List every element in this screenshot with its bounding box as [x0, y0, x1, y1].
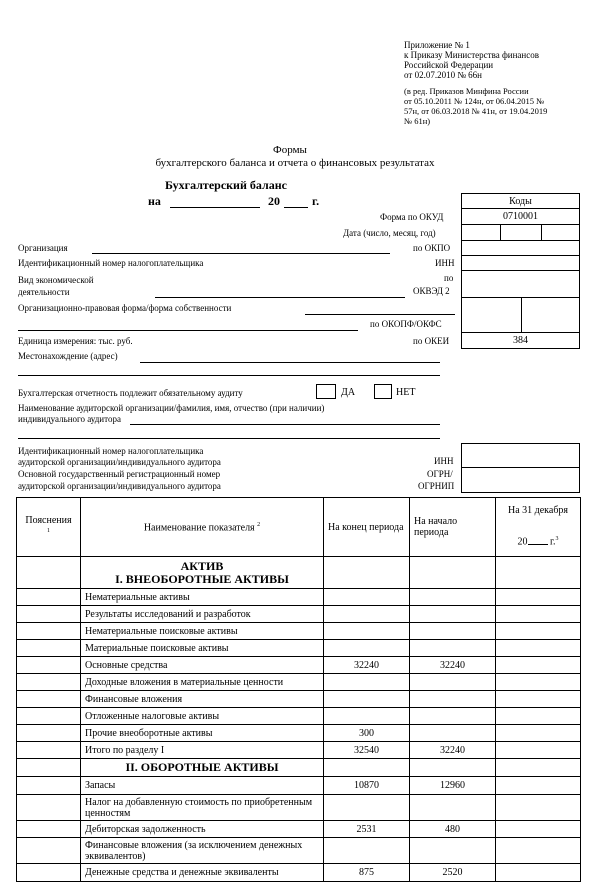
auditor-inn-code: ИНН [434, 456, 454, 466]
okei-label: по ОКЕИ [413, 336, 450, 346]
start-period-cell [410, 795, 496, 821]
auditor-name-label-1: Наименование аудиторской организации/фамилия, имя, отчество (при наличии) [18, 403, 325, 413]
dec31-cell [496, 623, 581, 640]
audit-yes-checkbox[interactable] [316, 384, 336, 399]
start-period-cell [410, 589, 496, 606]
dec31-cell [496, 725, 581, 742]
start-period-cell: 480 [410, 821, 496, 838]
end-period-cell: 32240 [324, 657, 410, 674]
on-label: на [148, 194, 161, 208]
section-2-row [17, 759, 581, 777]
indicator-name-cell: Финансовые вложения [81, 691, 324, 708]
indicator-name-cell: Результаты исследований и разработок [81, 606, 324, 623]
notes-cell [17, 742, 81, 759]
auditor-ogrn-code-2: ОГРНИП [418, 481, 455, 491]
table-header-row [17, 498, 581, 557]
okfs-box [521, 297, 580, 333]
codes-header: Коды [461, 193, 580, 209]
section-asset-title: АКТИВ I. ВНЕОБОРОТНЫЕ АКТИВЫ [81, 557, 324, 589]
notes-cell [17, 864, 81, 882]
date-month-box [500, 224, 542, 241]
indicator-name-cell: Отложенные налоговые активы [81, 708, 324, 725]
start-period-cell [410, 708, 496, 725]
dec31-cell [496, 838, 581, 864]
edit-note: (в ред. Приказов Минфина России [404, 86, 529, 96]
start-period-cell: 32240 [410, 657, 496, 674]
end-period-cell [324, 838, 410, 864]
appendix-line: к Приказу Министерства финансов [404, 50, 539, 60]
indicator-name-cell: Основные средства [81, 657, 324, 674]
dec31-cell [496, 742, 581, 759]
notes-cell [17, 708, 81, 725]
edit-note: от 05.10.2011 № 124н, от 06.04.2015 № [404, 96, 545, 106]
auditor-ogrn-label-2: аудиторской организации/индивидуального аудитора [18, 481, 221, 491]
balance-table [16, 497, 581, 882]
start-period-cell [410, 725, 496, 742]
date-label: Дата (число, месяц, год) [343, 228, 436, 238]
okopf-label: по ОКОПФ/ОКФС [370, 319, 442, 329]
forms-title: Формы [273, 144, 307, 156]
table-row [17, 864, 581, 882]
section-2-title: II. ОБОРОТНЫЕ АКТИВЫ [81, 759, 324, 777]
okpo-box [461, 240, 580, 256]
auditor-name-line [130, 424, 440, 425]
appendix-line: Приложение № 1 [404, 40, 470, 50]
dec31-cell [496, 589, 581, 606]
end-period-cell [324, 708, 410, 725]
dec31-cell [496, 657, 581, 674]
auditor-name-label-2: индивидуального аудитора [18, 414, 121, 424]
appendix-block [404, 40, 547, 126]
notes-cell [17, 640, 81, 657]
start-period-cell [410, 640, 496, 657]
notes-cell [17, 657, 81, 674]
dec31-cell [496, 640, 581, 657]
notes-cell [17, 777, 81, 795]
table-row [17, 640, 581, 657]
dec31-cell [496, 821, 581, 838]
auditor-inn-label-1: Идентификационный номер налогоплательщика [18, 446, 204, 456]
end-period-cell: 875 [324, 864, 410, 882]
inn-label: ИНН [435, 258, 455, 268]
start-period-cell: 2520 [410, 864, 496, 882]
start-period-cell [410, 623, 496, 640]
table-row [17, 691, 581, 708]
date-line [170, 207, 260, 208]
audit-no-label: НЕТ [396, 387, 416, 398]
table-row [17, 777, 581, 795]
table-row [17, 623, 581, 640]
indicator-name-cell: Материальные поисковые активы [81, 640, 324, 657]
inn-box [461, 255, 580, 271]
legal-form-line [18, 330, 358, 331]
notes-cell [17, 623, 81, 640]
okei-value: 384 [461, 332, 580, 349]
col-dec-header: На 31 декабря 20 г.$^3$ [496, 498, 581, 557]
dec31-cell [496, 795, 581, 821]
audit-subject: Бухгалтерская отчетность подлежит обязательному аудиту [18, 388, 243, 398]
year-line [284, 207, 308, 208]
end-period-cell [324, 795, 410, 821]
table-row [17, 742, 581, 759]
org-label: Организация [18, 243, 68, 253]
dec31-cell [496, 864, 581, 882]
indicator-name-cell: Итого по разделу I [81, 742, 324, 759]
table-row [17, 725, 581, 742]
location-line-2 [18, 375, 440, 376]
indicator-name-cell: Финансовые вложения (за исключением денежных эквивалентов) [81, 838, 324, 864]
dec31-cell [496, 606, 581, 623]
end-period-cell [324, 674, 410, 691]
indicator-name-cell: Доходные вложения в материальные ценности [81, 674, 324, 691]
col-name-header: Наименование показателя $^2$ [81, 498, 324, 557]
okpo-label: по ОКПО [413, 243, 451, 253]
auditor-inn-box [461, 443, 580, 468]
forms-subtitle: бухгалтерского баланса и отчета о финансовых результатах [155, 157, 435, 169]
edit-note: 57н, от 06.03.2018 № 41н, от 19.04.2019 [404, 106, 548, 116]
date-year-box [541, 224, 580, 241]
activity-label-2: деятельности [18, 287, 70, 297]
okud-value: 0710001 [461, 208, 580, 225]
table-row [17, 821, 581, 838]
end-period-cell: 10870 [324, 777, 410, 795]
table-row [17, 838, 581, 864]
start-period-cell [410, 838, 496, 864]
end-period-cell: 300 [324, 725, 410, 742]
start-period-cell: 32240 [410, 742, 496, 759]
end-period-cell: 2531 [324, 821, 410, 838]
indicator-name-cell: Запасы [81, 777, 324, 795]
indicator-name-cell: Нематериальные поисковые активы [81, 623, 324, 640]
notes-cell [17, 795, 81, 821]
start-period-cell [410, 674, 496, 691]
okopf-box [461, 297, 522, 333]
dec31-cell [496, 674, 581, 691]
col-notes-header: Пояснения $^1$ [17, 498, 81, 557]
auditor-ogrn-label-1: Основной государственный регистрационный номер [18, 469, 221, 479]
end-period-cell [324, 606, 410, 623]
start-period-cell [410, 691, 496, 708]
table-row [17, 606, 581, 623]
indicator-name-cell: Нематериальные активы [81, 589, 324, 606]
dec31-cell [496, 777, 581, 795]
audit-no-checkbox[interactable] [374, 384, 392, 399]
notes-cell [17, 838, 81, 864]
dec31-cell [496, 708, 581, 725]
indicator-name-cell: Прочие внеоборотные активы [81, 725, 324, 742]
end-period-cell [324, 691, 410, 708]
notes-cell [17, 589, 81, 606]
auditor-inn-label-2: аудиторской организации/индивидуального аудитора [18, 457, 221, 467]
notes-cell [17, 691, 81, 708]
location-label: Местонахождение (адрес) [18, 351, 118, 361]
col-start-header: На начало периода [410, 498, 496, 557]
end-period-cell [324, 640, 410, 657]
location-line [140, 362, 440, 363]
okved-label-2: ОКВЭД 2 [413, 286, 450, 296]
appendix-line: от 02.07.2010 № 66н [404, 70, 482, 80]
edit-note: № 61н) [404, 116, 431, 126]
year-prefix: 20 [268, 194, 280, 208]
appendix-line: Российской Федерации [404, 60, 494, 70]
date-day-box [461, 224, 501, 241]
legal-form-line-2 [305, 314, 455, 315]
okved-label-1: по [444, 273, 454, 283]
legal-form-label: Организационно-правовая форма/форма собственности [18, 303, 232, 313]
auditor-name-line-2 [18, 438, 440, 439]
unit-label: Единица измерения: тыс. руб. [18, 336, 133, 346]
end-period-cell: 32540 [324, 742, 410, 759]
org-line [92, 253, 390, 254]
col-end-header: На конец периода [324, 498, 410, 557]
start-period-cell [410, 606, 496, 623]
end-period-cell [324, 623, 410, 640]
indicator-name-cell: Налог на добавленную стоимость по приобретенным ценностям [81, 795, 324, 821]
activity-label-1: Вид экономической [18, 275, 94, 285]
notes-cell [17, 725, 81, 742]
table-row [17, 795, 581, 821]
table-row [17, 657, 581, 674]
table-row [17, 589, 581, 606]
section-asset-row [17, 557, 581, 589]
notes-cell [17, 821, 81, 838]
okud-label: Форма по ОКУД [380, 212, 444, 222]
balance-title: Бухгалтерский баланс [165, 178, 287, 192]
indicator-name-cell: Денежные средства и денежные эквиваленты [81, 864, 324, 882]
start-period-cell: 12960 [410, 777, 496, 795]
indicator-name-cell: Дебиторская задолженность [81, 821, 324, 838]
auditor-ogrn-code-1: ОГРН/ [427, 469, 453, 479]
year-suffix: г. [312, 194, 320, 208]
auditor-ogrn-box [461, 467, 580, 493]
audit-yes-label: ДА [341, 387, 356, 398]
dec31-cell [496, 691, 581, 708]
table-row [17, 708, 581, 725]
activity-line [155, 297, 405, 298]
okved-box [461, 270, 580, 298]
notes-cell [17, 674, 81, 691]
notes-cell [17, 606, 81, 623]
table-row [17, 674, 581, 691]
end-period-cell [324, 589, 410, 606]
inn-full-label: Идентификационный номер налогоплательщика [18, 258, 204, 268]
